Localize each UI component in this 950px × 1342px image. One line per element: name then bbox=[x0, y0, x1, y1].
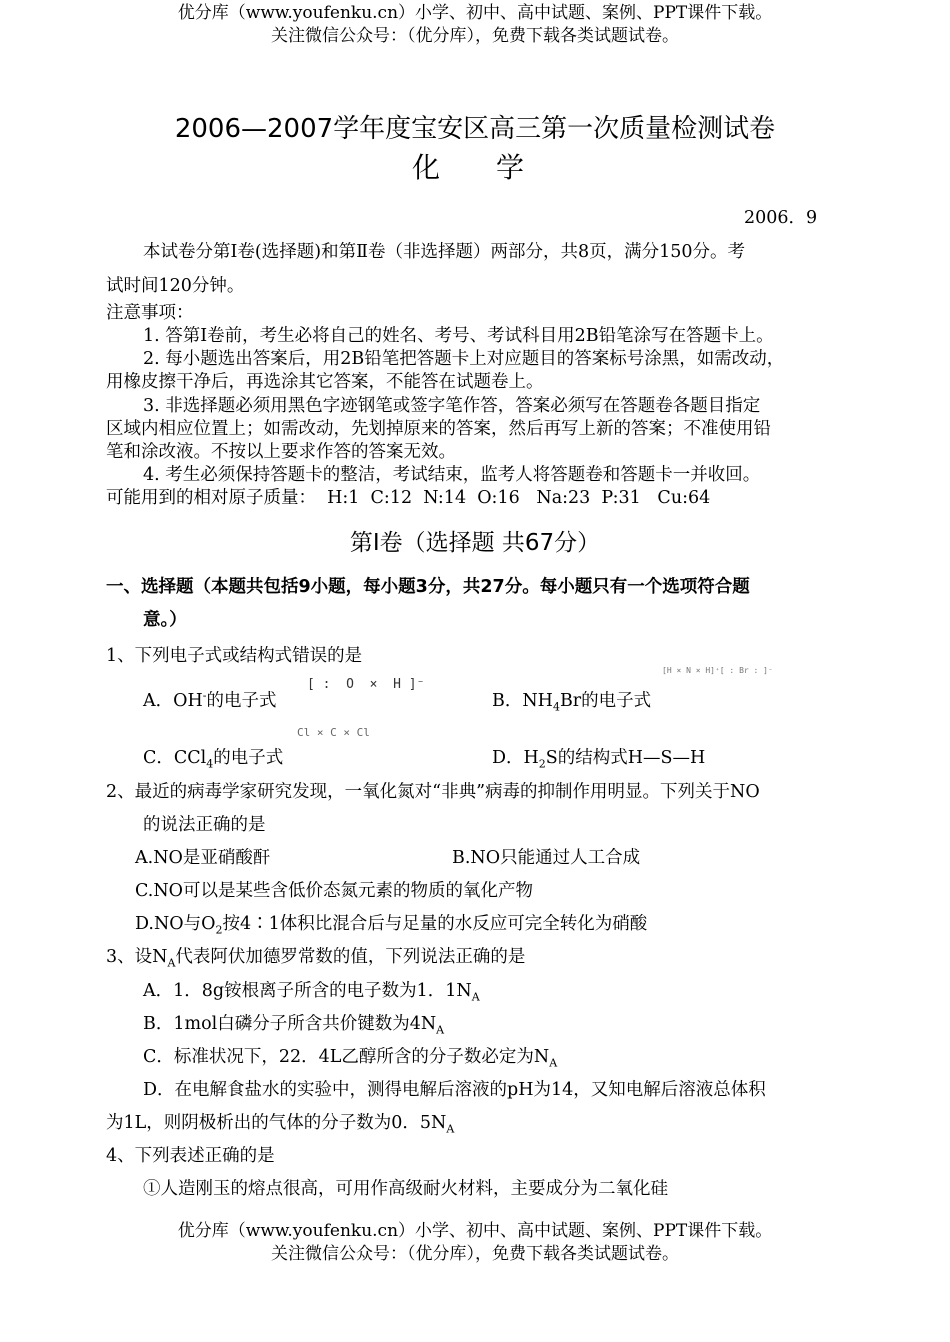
q1-nh4br-electron-formula: [H × N × H]⁺[ : Br : ]⁻ bbox=[662, 666, 773, 675]
notice-item-3a: 3. 非选择题必须用黑色字迹钢笔或签字笔作答，答案必须写在答题卷各题目指定 bbox=[143, 396, 761, 416]
exam-date: 2006．9 bbox=[744, 208, 818, 228]
notice-item-1: 1. 答第Ⅰ卷前，考生必将自己的姓名、考号、考试科目用2B铅笔涂写在答题卡上。 bbox=[143, 326, 774, 346]
q3-option-d-2: 为1L，则阴极析出的气体的分子数为0．$5N_A$ bbox=[106, 1113, 455, 1136]
footer-line-2: 关注微信公众号：（优分库），免费下载各类试题试卷。 bbox=[271, 1244, 679, 1264]
q4-stem: 4、下列表述正确的是 bbox=[106, 1146, 275, 1166]
notice-item-4: 4. 考生必须保持答题卡的整洁，考试结束，监考人将答题卷和答题卡一并收回。 bbox=[143, 465, 761, 485]
q4-item-1: ①人造刚玉的熔点很高，可用作高级耐火材料，主要成分为二氧化硅 bbox=[143, 1179, 668, 1199]
q1-ccl4-electron-formula: Cl × C × Cl bbox=[297, 726, 370, 739]
intro-line-2: 试时间120分钟。 bbox=[106, 276, 245, 296]
q3-option-a: A．1．8g铵根离子所含的电子数为1．$1N_A$ bbox=[143, 981, 480, 1004]
q2-stem-1: 2、最近的病毒学家研究发现，一氧化氮对“非典”病毒的抑制作用明显。下列关于NO bbox=[106, 782, 760, 802]
q1-oh-electron-formula: [ : O × H ]⁻ bbox=[307, 677, 425, 692]
section-1-title: 第Ⅰ卷（选择题 共67分） bbox=[349, 530, 601, 556]
exam-title: 2006—2007学年度宝安区高三第一次质量检测试卷 bbox=[174, 114, 776, 144]
notice-item-2b: 用橡皮擦干净后，再选涂其它答案，不能答在试题卷上。 bbox=[106, 372, 544, 392]
q1-option-b: B．$NH_4Br$的电子式 bbox=[492, 691, 652, 714]
footer-line-1: 优分库（www.youfenku.cn）小学、初中、高中试题、案例、PPT课件下载。 bbox=[177, 1221, 773, 1241]
q3-stem: 3、设$N_A$代表阿伏加德罗常数的值，下列说法正确的是 bbox=[106, 947, 526, 970]
q1-stem: 1、下列电子式或结构式错误的是 bbox=[106, 646, 363, 666]
q1-option-a: A．OH-的电子式 bbox=[143, 689, 277, 711]
q2-option-b: B.NO只能通过人工合成 bbox=[452, 848, 641, 868]
q3-option-c: C．标准状况下，22．4L乙醇所含的分子数必定为$N_A$ bbox=[143, 1047, 558, 1070]
q2-option-d: D.NO与$O_2$按4∶1体积比混合后与足量的水反应可完全转化为硝酸 bbox=[135, 914, 648, 937]
q1-option-c: C．CCl$_4$的电子式 bbox=[143, 748, 284, 771]
header-line-1: 优分库（www.youfenku.cn）小学、初中、高中试题、案例、PPT课件下载。 bbox=[177, 3, 773, 23]
notice-heading: 注意事项： bbox=[106, 303, 194, 323]
atomic-mass-line: 可能用到的相对原子质量： H:1 C:12 N:14 O:16 Na:23 P:31 Cu:64 bbox=[106, 488, 711, 508]
part-1-instructions-b: 意。） bbox=[143, 610, 187, 630]
intro-line-1: 本试卷分第Ⅰ卷(选择题)和第Ⅱ卷（非选择题）两部分，共8页，满分150分。考 bbox=[143, 242, 745, 262]
notice-item-3c: 笔和涂改液。不按以上要求作答的答案无效。 bbox=[106, 442, 456, 462]
q2-stem-2: 的说法正确的是 bbox=[143, 815, 266, 835]
notice-item-3b: 区域内相应位置上；如需改动，先划掉原来的答案，然后再写上新的答案；不准使用铅 bbox=[106, 419, 771, 439]
subject-title: 化 学 bbox=[411, 151, 538, 184]
part-1-instructions-a: 一、选择题（本题共包括9小题，每小题3分，共27分。每小题只有一个选项符合题 bbox=[106, 577, 750, 597]
q3-option-b: B．1mol白磷分子所含共价键数为$4N_A$ bbox=[143, 1014, 445, 1037]
notice-item-2a: 2. 每小题选出答案后，用2B铅笔把答题卡上对应题目的答案标号涂黑，如需改动， bbox=[143, 349, 785, 369]
q1-option-d: D．$H_2S$的结构式H—S—H bbox=[492, 748, 706, 771]
q2-option-c: C.NO可以是某些含低价态氮元素的物质的氧化产物 bbox=[135, 881, 533, 901]
q3-option-d-1: D．在电解食盐水的实验中，测得电解后溶液的pH为14，又知电解后溶液总体积 bbox=[143, 1080, 766, 1100]
header-line-2: 关注微信公众号：（优分库），免费下载各类试题试卷。 bbox=[271, 26, 679, 46]
q2-option-a: A.NO是亚硝酸酐 bbox=[135, 848, 271, 868]
